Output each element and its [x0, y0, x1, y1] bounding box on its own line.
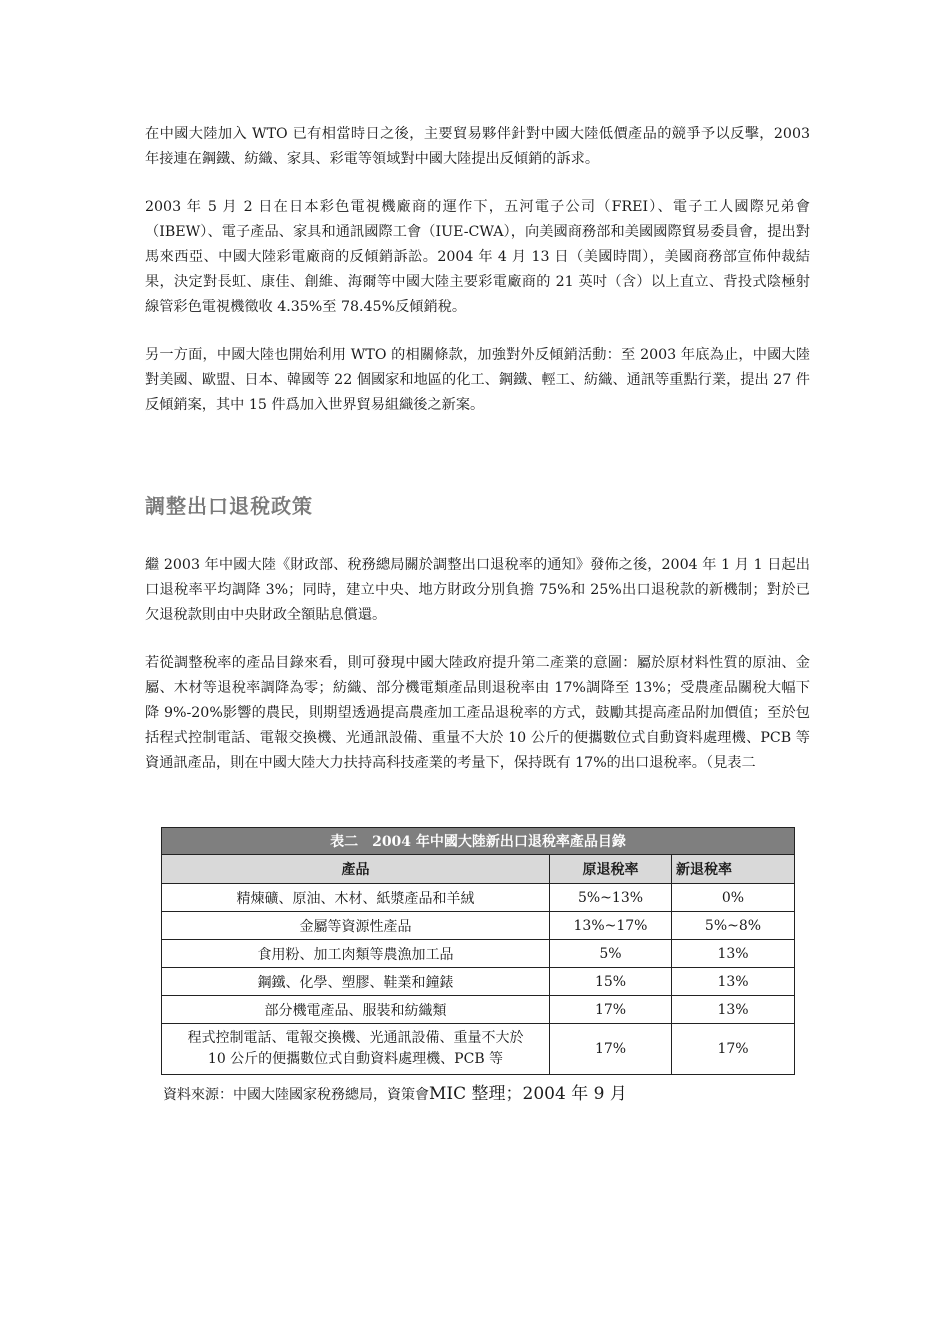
- cell-product: 金屬等資源性產品: [162, 912, 550, 940]
- paragraph-color-tv-antidumping: 2003 年 5 月 2 日在日本彩色電視機廠商的運作下，五河電子公司（FREI）、電子工人國際兄弟會（IBEW）、電子產品、家具和通訊國際工會（IUE-CWA），向美國商務部和美國國際貿易委員會，提出對馬來西亞、中國大陸彩電廠商的反傾銷訴訟。2004 年 4 月 13 日（美國時間），美國商務部宣佈仲裁結果，決定對長虹、康佳、創維、海爾等中國大陸主要彩電廠商的 21 英吋（含）以上直立、背投式陰極射線管彩色電視機徵收 4.35%至 78.45%反傾銷稅。: [145, 199, 810, 315]
- section-heading: 調整出口退稅政策: [145, 494, 313, 518]
- cell-new-rate: 17%: [672, 1024, 795, 1075]
- cell-old-rate: 15%: [550, 968, 672, 996]
- table-row: [162, 940, 795, 968]
- table-source-note: [161, 1079, 794, 1104]
- cell-old-rate: 13%~17%: [550, 912, 672, 940]
- table-row: [162, 912, 795, 940]
- table-caption: 表二 2004 年中國大陸新出口退稅率產品目錄: [162, 828, 795, 855]
- cell-product: 部分機電產品、服裝和紡織類: [162, 996, 550, 1024]
- cell-product: [162, 1024, 550, 1075]
- cell-product: 鋼鐵、化學、塑膠、鞋業和鐘錶: [162, 968, 550, 996]
- source-suffix: MIC 整理；2004 年 9 月: [429, 1084, 627, 1104]
- cell-old-rate: 17%: [550, 996, 672, 1024]
- paragraph-china-antidumping: 另一方面，中國大陸也開始利用 WTO 的相關條款，加強對外反傾銷活動：至 2003 年底為止，中國大陸對美國、歐盟、日本、韓國等 22 個國家和地區的化工、鋼鐵、輕工、紡織、通訊等重點行業，提出 27 件反傾銷案，其中 15 件爲加入世界貿易組織後之新案。: [145, 347, 810, 413]
- table-row: [162, 1024, 795, 1075]
- cell-product-line2: 10 公斤的便攜數位式自動資料處理機、PCB 等: [207, 1051, 504, 1067]
- cell-product-line1: 程式控制電話、電報交換機、光通訊設備、重量不大於: [187, 1030, 524, 1046]
- cell-new-rate: 0%: [672, 884, 795, 912]
- cell-old-rate: 5%: [550, 940, 672, 968]
- cell-new-rate: 13%: [672, 940, 795, 968]
- source-prefix: 資料來源：中國大陸國家稅務總局，資策會: [163, 1087, 429, 1103]
- column-header-new-rate: 新退稅率: [672, 855, 795, 884]
- cell-new-rate: 5%~8%: [672, 912, 795, 940]
- table-row: [162, 884, 795, 912]
- paragraph-export-rebate: 繼 2003 年中國大陸《財政部、稅務總局關於調整出口退稅率的通知》發佈之後，2004 年 1 月 1 日起出口退稅率平均調降 3%；同時，建立中央、地方財政分別負擔 75%和 25%出口退稅款的新機制；對於已欠退稅款則由中央財政全額貼息償還。: [145, 557, 810, 623]
- table-caption-row: [162, 828, 795, 855]
- document-body: [145, 122, 810, 799]
- paragraph-product-catalog: 若從調整稅率的產品目錄來看，則可發現中國大陸政府提升第二產業的意圖：屬於原材料性質的原油、金屬、木材等退稅率調降為零；紡織、部分機電類產品則退稅率由 17%調降至 13%；受農產品關稅大幅下降 9%-20%影響的農民，則期望透過提高農產加工產品退稅率的方式，鼓勵其提高產品附加價值；至於包括程式控制電話、電報交換機、光通訊設備、重量不大於 10 公斤的便攜數位式自動資料處理機、PCB 等資通訊產品，則在中國大陸大力扶持高科技產業的考量下，保持既有 17%的出口退稅率。（見表二: [145, 655, 810, 771]
- cell-product: 食用粉、加工肉類等農漁加工品: [162, 940, 550, 968]
- cell-old-rate: 17%: [550, 1024, 672, 1075]
- rebate-table-container: [161, 827, 794, 1104]
- cell-new-rate: 13%: [672, 996, 795, 1024]
- table-header-row: [162, 855, 795, 884]
- column-header-old-rate: 原退稅率: [550, 855, 672, 884]
- table-row: [162, 996, 795, 1024]
- paragraph-wto-trade: 在中國大陸加入 WTO 已有相當時日之後，主要貿易夥伴針對中國大陸低價產品的競爭予以反擊，2003 年接連在鋼鐵、紡織、家具、彩電等領域對中國大陸提出反傾銷的訴求。: [145, 126, 810, 167]
- cell-new-rate: 13%: [672, 968, 795, 996]
- cell-product: 精煉礦、原油、木材、紙漿產品和羊絨: [162, 884, 550, 912]
- cell-old-rate: 5%~13%: [550, 884, 672, 912]
- table-row: [162, 968, 795, 996]
- column-header-product: 產品: [162, 855, 550, 884]
- rebate-rate-table: [161, 827, 795, 1075]
